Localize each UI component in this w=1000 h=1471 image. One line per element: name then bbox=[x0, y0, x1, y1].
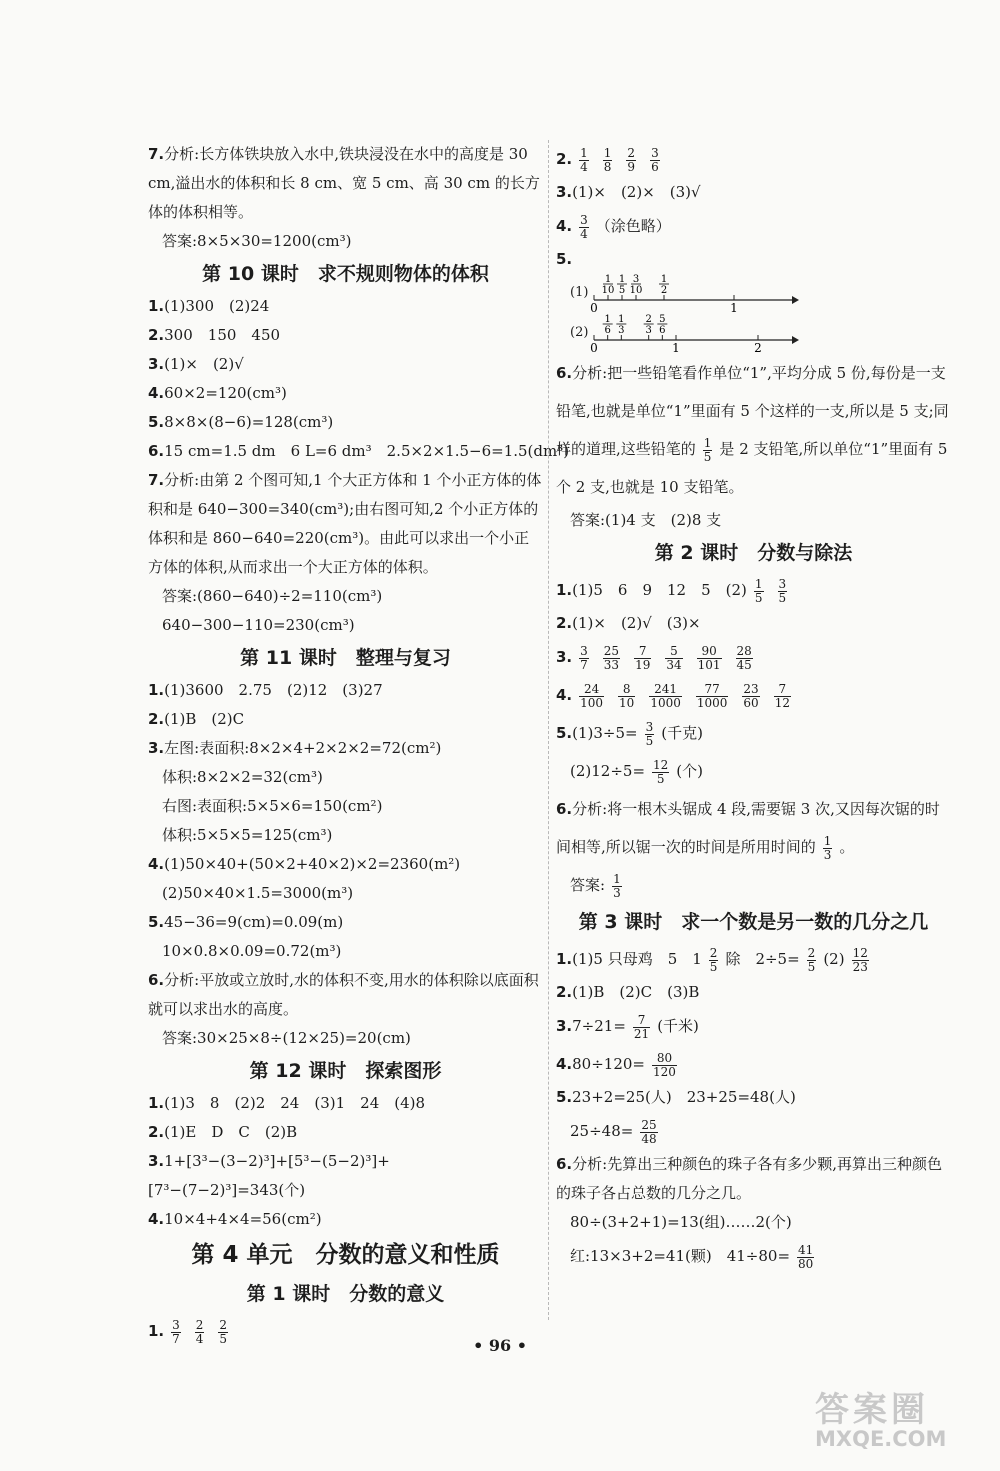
fraction-numerator: 2 bbox=[709, 945, 718, 960]
question-number: 2. bbox=[148, 326, 165, 344]
arrow-right-icon bbox=[792, 336, 799, 344]
answer-line bbox=[148, 321, 543, 350]
answer-line bbox=[148, 408, 543, 437]
fraction-numerator: 1 bbox=[604, 274, 612, 285]
answer-line bbox=[148, 466, 543, 582]
fraction-numerator: 241 bbox=[649, 683, 682, 697]
question-number: 4. bbox=[148, 1210, 165, 1228]
question-number: 4. bbox=[556, 1055, 573, 1073]
fraction-numerator: 41 bbox=[798, 1242, 814, 1257]
fraction bbox=[649, 683, 682, 710]
fraction-numerator: 90 bbox=[697, 645, 722, 659]
fraction-denominator: 5 bbox=[807, 959, 816, 974]
fraction-numerator: 1 bbox=[618, 274, 626, 285]
watermark-url: MXQE.COM bbox=[815, 1427, 947, 1451]
fraction-denominator: 100 bbox=[580, 695, 604, 710]
fraction-denominator: 3 bbox=[613, 885, 621, 900]
fraction-denominator: 7 bbox=[172, 1331, 180, 1346]
fraction bbox=[778, 578, 788, 605]
answer-line bbox=[148, 437, 570, 466]
fraction-numerator: 3 bbox=[580, 212, 588, 227]
fraction-denominator: 4 bbox=[580, 159, 588, 174]
fraction-numerator: 1 bbox=[703, 435, 712, 450]
fraction bbox=[603, 645, 620, 672]
fraction bbox=[618, 683, 635, 710]
fraction bbox=[612, 873, 622, 900]
question-number: 4. bbox=[148, 384, 165, 402]
question-number: 5. bbox=[148, 913, 165, 931]
fraction bbox=[696, 683, 729, 710]
answer-text: (1)3÷5= bbox=[572, 724, 638, 742]
fraction-numerator: 3 bbox=[632, 274, 640, 285]
question-number: 3. bbox=[148, 739, 165, 757]
answer-text: 分析:平放或立放时,水的体积不变,用水的体积除以底面积就可以求出水的高度。 bbox=[148, 971, 539, 1018]
fraction-numerator: 1 bbox=[660, 274, 668, 285]
lesson-heading: 第 2 课时 分数与除法 bbox=[654, 542, 853, 564]
fraction bbox=[579, 645, 589, 672]
question-number: 4. bbox=[556, 686, 573, 704]
question-number: 1. bbox=[148, 1094, 165, 1112]
answer-text: (千米) bbox=[657, 1017, 699, 1035]
answer-line bbox=[148, 292, 543, 321]
answer-text: (1)5 6 9 12 5 (2) bbox=[572, 581, 747, 599]
question-number: 3. bbox=[556, 1017, 573, 1035]
answer-text: (1)3 8 (2)2 24 (3)1 24 (4)8 bbox=[164, 1094, 426, 1112]
fraction-numerator: 1 bbox=[603, 145, 612, 160]
number-line-tick-label: 0 bbox=[590, 301, 598, 314]
fraction-denominator: 9 bbox=[627, 159, 636, 174]
fraction-denominator: 34 bbox=[666, 657, 682, 672]
fraction-denominator: 5 bbox=[656, 771, 665, 786]
answer-line bbox=[148, 676, 543, 705]
fraction bbox=[634, 645, 651, 672]
answer-text: 15 cm=1.5 dm 6 L=6 dm³ 2.5×2×1.5−6=1.5(dm³) bbox=[164, 442, 570, 460]
answer-text: 答案:8×5×30=1200(cm³) bbox=[162, 232, 352, 250]
fraction-numerator: 2 bbox=[219, 1317, 228, 1332]
fraction-denominator: 33 bbox=[603, 657, 620, 672]
answer-line bbox=[556, 178, 951, 207]
question-number: 1. bbox=[148, 297, 165, 315]
answer-text: （涂色略） bbox=[595, 217, 671, 235]
number-line bbox=[570, 274, 800, 314]
question-number: 6. bbox=[148, 442, 165, 460]
answer-text: 分析:先算出三种颜色的珠子各有多少颗,再算出三种颜色的珠子各占总数的几分之几。 bbox=[556, 1155, 942, 1202]
answer-line bbox=[556, 752, 951, 790]
answer-text: 80÷120= bbox=[572, 1055, 645, 1073]
answer-text: 体积:5×5×5=125(cm³) bbox=[162, 826, 333, 844]
question-number: 7. bbox=[148, 471, 165, 489]
answer-text: 分析:把一些铅笔看作单位“1”,平均分成 5 份,每份是一支铅笔,也就是单位“1”里面有 5 个这样的一支,所以是 5 支;同样的道理,这些铅笔的 bbox=[556, 364, 949, 458]
fraction bbox=[703, 437, 713, 464]
answer-text: 640−300−110=230(cm³) bbox=[162, 616, 355, 634]
fraction-denominator: 4 bbox=[195, 1331, 204, 1346]
question-number: 4. bbox=[148, 855, 165, 873]
fraction-denominator: 5 bbox=[219, 1331, 228, 1346]
fraction-denominator: 21 bbox=[633, 1026, 650, 1041]
question-number: 1. bbox=[148, 681, 165, 699]
answer-line bbox=[148, 1118, 543, 1147]
right-column bbox=[556, 140, 951, 1275]
fraction bbox=[650, 147, 660, 174]
number-line-tick-label: 1 bbox=[730, 301, 738, 314]
fraction-denominator: 6 bbox=[659, 325, 666, 336]
fraction-denominator: 6 bbox=[651, 159, 659, 174]
fraction-numerator: 1 bbox=[604, 314, 611, 325]
number-line-fraction bbox=[659, 274, 669, 296]
answer-text: 60×2=120(cm³) bbox=[164, 384, 287, 402]
fraction-denominator: 45 bbox=[736, 657, 752, 672]
answer-line bbox=[556, 609, 951, 638]
fraction-denominator: 12 bbox=[774, 695, 790, 710]
fraction bbox=[652, 759, 669, 786]
answer-line bbox=[148, 1089, 543, 1118]
answer-line bbox=[556, 207, 951, 245]
fraction-numerator: 25 bbox=[641, 1117, 657, 1132]
question-number: 4. bbox=[556, 217, 573, 235]
fraction-numerator: 28 bbox=[736, 643, 752, 658]
question-number: 1. bbox=[148, 1322, 165, 1340]
answer-text: 分析:将一根木头锯成 4 段,需要锯 3 次,又因每次锯的时间相等,所以锯一次的时间是所用时间的 bbox=[556, 800, 940, 856]
fraction-denominator: 10 bbox=[629, 285, 643, 296]
number-line-label: (2) bbox=[570, 325, 589, 340]
answer-line bbox=[556, 1045, 951, 1083]
answer-text: (1)50×40+(50×2+40×2)×2=2360(m²) bbox=[164, 855, 461, 873]
fraction-denominator: 19 bbox=[635, 657, 651, 672]
answer-text: 答案: bbox=[570, 876, 606, 894]
fraction-numerator: 2 bbox=[807, 945, 816, 960]
answer-line bbox=[556, 978, 951, 1007]
answer-text: 答案:(860−640)÷2=110(cm³) bbox=[162, 587, 383, 605]
answer-text: (2) bbox=[823, 950, 845, 968]
number-line-fraction bbox=[603, 314, 613, 336]
fraction-numerator: 80 bbox=[652, 1052, 677, 1066]
answer-text: 300 150 450 bbox=[164, 326, 281, 344]
answer-line bbox=[148, 821, 543, 850]
fraction-denominator: 1000 bbox=[696, 695, 728, 710]
answer-line bbox=[556, 638, 951, 676]
fraction-numerator: 5 bbox=[659, 314, 666, 325]
answer-line bbox=[148, 379, 543, 408]
answer-line bbox=[148, 850, 543, 879]
answer-text: 右图:表面积:5×5×6=150(cm²) bbox=[162, 797, 383, 815]
answer-text: 25÷48= bbox=[570, 1122, 634, 1140]
fraction-denominator: 7 bbox=[580, 657, 588, 672]
fraction bbox=[736, 645, 753, 672]
answer-text: (2)12÷5= bbox=[570, 762, 646, 780]
answer-text: 答案:30×25×8÷(12×25)=20(cm) bbox=[162, 1029, 411, 1047]
answer-line bbox=[556, 1083, 951, 1112]
answer-text: 10×0.8×0.09=0.72(m³) bbox=[162, 942, 342, 960]
answer-line bbox=[556, 354, 951, 506]
answer-text: (1)× (2)√ bbox=[164, 355, 244, 373]
fraction-numerator: 12 bbox=[653, 757, 669, 772]
number-line-svg bbox=[590, 274, 800, 314]
fraction-denominator: 3 bbox=[618, 325, 625, 336]
fraction-numerator: 1 bbox=[618, 314, 625, 325]
answer-line bbox=[148, 734, 543, 763]
fraction bbox=[579, 214, 589, 241]
number-line-label: (1) bbox=[570, 285, 589, 300]
answer-line bbox=[148, 792, 543, 821]
answer-line bbox=[148, 1147, 543, 1205]
answer-text: (1)E D C (2)B bbox=[164, 1123, 298, 1141]
question-number: 1. bbox=[556, 950, 573, 968]
fraction-denominator: 1000 bbox=[650, 695, 681, 710]
number-line-fraction bbox=[602, 274, 615, 296]
question-number: 5. bbox=[556, 724, 573, 742]
fraction-denominator: 5 bbox=[703, 449, 712, 464]
fraction-denominator: 8 bbox=[603, 159, 612, 174]
fraction-denominator: 2 bbox=[660, 285, 668, 296]
answer-text: 1+[3³−(3−2)³]+[5³−(5−2)³]+[7³−(7−2)³]=343(个) bbox=[148, 1152, 390, 1199]
question-number: 1. bbox=[556, 581, 573, 599]
answer-line bbox=[148, 705, 543, 734]
question-number: 3. bbox=[556, 183, 573, 201]
fraction-numerator: 3 bbox=[778, 576, 787, 591]
answer-line bbox=[148, 908, 543, 937]
fraction-numerator: 7 bbox=[774, 683, 791, 697]
answer-text: 左图:表面积:8×2×4+2×2×2=72(cm²) bbox=[164, 739, 442, 757]
fraction-denominator: 10 bbox=[619, 695, 635, 710]
answer-text: 45−36=9(cm)=0.09(m) bbox=[164, 913, 344, 931]
answer-line bbox=[148, 879, 543, 908]
answer-text: 除 2÷5= bbox=[725, 950, 800, 968]
fraction-numerator: 1 bbox=[823, 833, 832, 848]
fraction bbox=[626, 147, 636, 174]
arrow-right-icon bbox=[792, 296, 799, 304]
answer-line bbox=[556, 1007, 951, 1045]
answer-text: (1)× (2)√ (3)× bbox=[572, 614, 701, 632]
answer-line bbox=[148, 350, 543, 379]
answer-text: 80÷(3+2+1)=13(组)……2(个) bbox=[570, 1213, 792, 1231]
number-line-tick-label: 0 bbox=[590, 341, 598, 354]
answer-line bbox=[556, 1112, 951, 1150]
answer-text: (1)B (2)C bbox=[164, 710, 245, 728]
fraction-denominator: 5 bbox=[618, 285, 626, 296]
number-line-fraction bbox=[616, 314, 626, 336]
question-number: 2. bbox=[148, 1123, 165, 1141]
answer-text: 分析:由第 2 个图可知,1 个大正方体和 1 个小正方体的体积和是 640−300=340(cm³);由右图可知,2 个小正方体的体积和是 860−640=220(cm³)。由此可以求出一个小正方体的体积,从而求出一个大正方体的体积。 bbox=[148, 471, 542, 576]
answer-line bbox=[556, 140, 951, 178]
question-number: 3. bbox=[148, 355, 165, 373]
question-number: 6. bbox=[148, 971, 165, 989]
fraction-numerator: 7 bbox=[633, 1014, 650, 1028]
fraction-numerator: 23 bbox=[743, 681, 759, 696]
answer-line bbox=[148, 140, 543, 227]
answer-text: 是 2 支铅笔,所以单位“1”里面有 5 个 2 支,也就是 10 支铅笔。 bbox=[556, 440, 948, 496]
fraction bbox=[633, 1014, 650, 1041]
fraction-numerator: 1 bbox=[754, 576, 763, 591]
fraction-numerator: 1 bbox=[613, 871, 621, 886]
fraction-numerator: 3 bbox=[580, 643, 588, 658]
fraction bbox=[807, 947, 817, 974]
fraction-denominator: 5 bbox=[778, 590, 787, 605]
fraction bbox=[774, 683, 791, 710]
fraction-numerator: 1 bbox=[580, 145, 588, 160]
answer-line bbox=[148, 611, 543, 640]
answer-text: (1)3600 2.75 (2)12 (3)27 bbox=[164, 681, 383, 699]
question-number: 6. bbox=[556, 800, 573, 818]
fraction-denominator: 120 bbox=[653, 1064, 676, 1079]
answer-text: 23+2=25(人) 23+25=48(人) bbox=[572, 1088, 796, 1106]
fraction bbox=[603, 147, 613, 174]
lesson-heading: 第 11 课时 整理与复习 bbox=[240, 647, 451, 669]
answer-line bbox=[556, 1150, 951, 1208]
watermark-logo bbox=[815, 1392, 985, 1452]
fraction-denominator: 4 bbox=[580, 226, 588, 241]
lesson-heading: 第 3 课时 求一个数是另一数的几分之几 bbox=[578, 911, 929, 933]
lesson-heading: 第 10 课时 求不规则物体的体积 bbox=[202, 263, 489, 285]
unit-heading: 第 4 单元 分数的意义和性质 bbox=[191, 1242, 500, 1268]
number-line-fraction bbox=[657, 314, 667, 336]
fraction-denominator: 5 bbox=[645, 733, 654, 748]
watermark-title: 答案圈 bbox=[815, 1390, 929, 1430]
answer-line bbox=[556, 571, 951, 609]
fraction-denominator: 80 bbox=[798, 1256, 814, 1271]
answer-line bbox=[148, 763, 543, 792]
fraction bbox=[823, 835, 833, 862]
fraction bbox=[640, 1119, 657, 1146]
answer-text: 10×4+4×4=56(cm²) bbox=[164, 1210, 322, 1228]
answer-text: 7÷21= bbox=[572, 1017, 626, 1035]
fraction-numerator: 24 bbox=[579, 683, 604, 697]
answer-line bbox=[556, 714, 951, 752]
lesson-heading: 第 12 课时 探索图形 bbox=[249, 1060, 442, 1082]
answer-line bbox=[556, 1208, 951, 1237]
fraction bbox=[645, 721, 655, 748]
question-number: 5. bbox=[148, 413, 165, 431]
answer-line bbox=[148, 582, 543, 611]
fraction-numerator: 7 bbox=[634, 645, 651, 659]
fraction bbox=[697, 645, 722, 672]
answer-text: (1)× (2)× (3)√ bbox=[572, 183, 701, 201]
fraction-numerator: 2 bbox=[195, 1317, 204, 1332]
answer-text: 8×8×(8−6)=128(cm³) bbox=[164, 413, 334, 431]
fraction-denominator: 5 bbox=[709, 959, 718, 974]
question-number: 2. bbox=[556, 150, 573, 168]
question-number: 2. bbox=[148, 710, 165, 728]
answer-line bbox=[148, 227, 543, 256]
fraction bbox=[652, 1052, 677, 1079]
answer-text: 。 bbox=[839, 838, 855, 856]
answer-text: (千克) bbox=[661, 724, 703, 742]
fraction-denominator: 48 bbox=[641, 1131, 657, 1146]
number-line-fraction bbox=[617, 274, 627, 296]
answer-line bbox=[556, 790, 951, 866]
answer-line bbox=[556, 245, 951, 274]
fraction-denominator: 3 bbox=[823, 847, 832, 862]
lesson-heading: 第 1 课时 分数的意义 bbox=[246, 1283, 445, 1305]
fraction-numerator: 3 bbox=[645, 719, 654, 734]
question-number: 3. bbox=[556, 648, 573, 666]
answer-line bbox=[148, 937, 543, 966]
fraction-denominator: 60 bbox=[743, 695, 759, 710]
fraction bbox=[797, 1244, 814, 1271]
fraction bbox=[709, 947, 719, 974]
fraction bbox=[852, 947, 869, 974]
number-line bbox=[570, 314, 800, 354]
fraction-numerator: 2 bbox=[645, 314, 652, 325]
fraction bbox=[579, 147, 589, 174]
answer-text: (个) bbox=[676, 762, 704, 780]
fraction-denominator: 3 bbox=[645, 325, 652, 336]
fraction-denominator: 101 bbox=[697, 657, 721, 672]
question-number: 6. bbox=[556, 1155, 573, 1173]
fraction-numerator: 5 bbox=[665, 645, 682, 659]
fraction bbox=[754, 578, 764, 605]
answer-text: (2)50×40×1.5=3000(m³) bbox=[162, 884, 354, 902]
fraction-denominator: 23 bbox=[852, 959, 868, 974]
answer-line bbox=[556, 1237, 951, 1275]
fraction-numerator: 77 bbox=[696, 683, 729, 697]
fraction-numerator: 25 bbox=[603, 643, 620, 658]
answer-text: (1)5 只母鸡 5 1 bbox=[572, 950, 702, 968]
answer-line bbox=[148, 966, 543, 1024]
question-number: 2. bbox=[556, 983, 573, 1001]
question-number: 7. bbox=[148, 145, 165, 163]
answer-line bbox=[556, 506, 951, 535]
fraction-numerator: 2 bbox=[627, 145, 636, 160]
fraction-numerator: 8 bbox=[618, 683, 635, 697]
number-line-tick-label: 2 bbox=[754, 341, 762, 354]
question-number: 5. bbox=[556, 250, 573, 268]
question-number: 3. bbox=[148, 1152, 165, 1170]
fraction-denominator: 6 bbox=[604, 325, 611, 336]
answer-line bbox=[556, 940, 951, 978]
left-column bbox=[148, 140, 570, 1350]
answer-text: (1)300 (2)24 bbox=[164, 297, 270, 315]
answer-text: 红:13×3+2=41(颗) 41÷80= bbox=[570, 1247, 791, 1265]
answer-text: (1)B (2)C (3)B bbox=[572, 983, 700, 1001]
answer-text: 体积:8×2×2=32(cm³) bbox=[162, 768, 323, 786]
answer-line bbox=[148, 1205, 543, 1234]
question-number: 5. bbox=[556, 1088, 573, 1106]
fraction-denominator: 5 bbox=[754, 590, 763, 605]
column-divider bbox=[548, 140, 549, 1320]
question-number: 2. bbox=[556, 614, 573, 632]
question-number: 6. bbox=[556, 364, 573, 382]
answer-text: 分析:长方体铁块放入水中,铁块浸没在水中的高度是 30 cm,溢出水的体积和长 8 cm、宽 5 cm、高 30 cm 的长方体的体积相等。 bbox=[148, 145, 540, 221]
fraction-numerator: 3 bbox=[172, 1317, 180, 1332]
fraction-numerator: 3 bbox=[651, 145, 659, 160]
fraction-denominator: 10 bbox=[601, 285, 615, 296]
answer-line bbox=[556, 676, 951, 714]
answer-line bbox=[148, 1024, 543, 1053]
fraction-numerator: 12 bbox=[852, 945, 868, 960]
number-line-fraction bbox=[630, 274, 643, 296]
fraction bbox=[579, 683, 604, 710]
number-line-svg bbox=[590, 314, 800, 354]
fraction bbox=[665, 645, 682, 672]
page-number: • 96 • bbox=[473, 1336, 527, 1355]
number-line-fraction bbox=[644, 314, 654, 336]
answer-line bbox=[556, 866, 951, 904]
answer-text: 答案:(1)4 支 (2)8 支 bbox=[570, 511, 722, 529]
number-line-tick-label: 1 bbox=[672, 341, 680, 354]
fraction bbox=[742, 683, 759, 710]
